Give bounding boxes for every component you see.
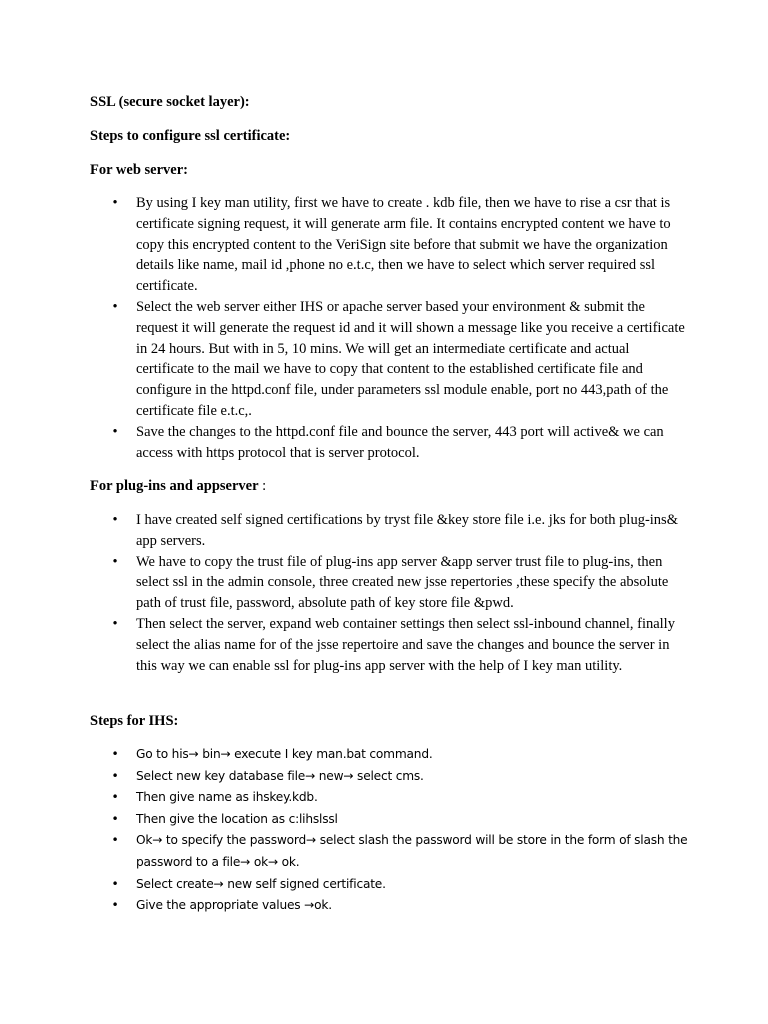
list-item-text: Then give name as ihskey.kdb.: [136, 790, 318, 805]
bullet-icon: •: [112, 195, 118, 211]
list-item: [110, 552, 688, 614]
list-item-text: I have created self signed certifications by tryst file &key store file i.e. jks for both plug-ins& app servers.: [136, 512, 678, 549]
bullet-icon: •: [111, 833, 119, 848]
list-item: [110, 193, 688, 297]
bullet-icon: •: [112, 423, 118, 440]
list-item-text: Save the changes to the httpd.conf file and bounce the server, 443 port will active& we can access with https protocol that is server protocol.: [136, 423, 664, 461]
list-item-text: Go to his→ bin→ execute I key man.bat command.: [136, 747, 433, 761]
bullet-icon: •: [111, 811, 119, 826]
list-item-text: Ok→ to specify the password→ select slash the password will be store in the form of slash the password to a file→ ok→ ok.: [136, 833, 688, 869]
bullet-icon: •: [112, 298, 118, 315]
web-server-list: [110, 193, 688, 463]
section-subtitle: Steps to configure ssl certificate:: [90, 128, 291, 144]
bullet-icon: •: [112, 512, 118, 528]
list-item: [110, 510, 688, 552]
list-item: [110, 744, 688, 766]
ihs-steps-list: [110, 744, 688, 917]
plugins-heading: [90, 476, 266, 496]
list-item: [110, 614, 688, 676]
list-item: [110, 297, 688, 422]
list-item-text: By using I key man utility, first we have to create . kdb file, then we have to rise a csr that is certificate signing request, it will generate arm file. It contains encrypted content we have to copy this encrypted content to the VeriSign site before that submit we have the organization details like name, mail id ,phone no e.t.c, then we have to select which server required ssl certificate.: [136, 195, 671, 295]
web-server-heading: For web server:: [90, 162, 188, 178]
plugins-heading-suffix: :: [258, 478, 267, 494]
list-item: [110, 787, 688, 809]
bullet-icon: •: [111, 747, 119, 761]
list-item: [110, 766, 688, 788]
plugins-heading-text: For plug-ins and appserver: [90, 478, 259, 494]
bullet-icon: •: [111, 876, 119, 891]
bullet-icon: •: [111, 768, 119, 783]
plugins-list: [110, 510, 688, 676]
list-item-text: Then select the server, expand web container settings then select ssl-inbound channel, finally select the alias name for of the jsse repertoire and save the changes and bounce the server in this way we can enable ssl for plug-ins app server with the help of I key man utility.: [136, 615, 675, 674]
list-item: [110, 830, 688, 873]
list-item: [110, 874, 688, 896]
list-item-text: Select create→ new self signed certificate.: [136, 876, 386, 891]
bullet-icon: •: [112, 615, 118, 632]
ihs-heading: Steps for IHS:: [90, 713, 179, 729]
list-item-text: Then give the location as c:lihslssl: [136, 811, 338, 826]
list-item: [110, 809, 688, 831]
list-item-text: Select new key database file→ new→ select cms.: [136, 768, 424, 783]
page-title: SSL (secure socket layer):: [90, 94, 250, 110]
list-item-text: Give the appropriate values →ok.: [136, 898, 332, 913]
list-item: [110, 422, 688, 464]
list-item-text: We have to copy the trust file of plug-ins app server &app server trust file to plug-ins, then select ssl in the admin console, three created new jsse repertories ,these specify the absolute path of trust file, password, absolute path of key store file &pwd.: [136, 553, 669, 612]
bullet-icon: •: [111, 790, 119, 805]
list-item-text: Select the web server either IHS or apache server based your environment & submit the request it will generate the request id and it will shown a message like you receive a certificate in 24 hours. But with in 5, 10 mins. We will get an intermediate certificate and actual certificate to the mail we have to copy that content to the established certificate file and configure in the httpd.conf file, under parameters ssl module enable, port no 443,path of the certificate file e.t.c,.: [136, 298, 685, 419]
list-item: [110, 895, 688, 917]
bullet-icon: •: [111, 898, 119, 913]
bullet-icon: •: [112, 553, 118, 570]
